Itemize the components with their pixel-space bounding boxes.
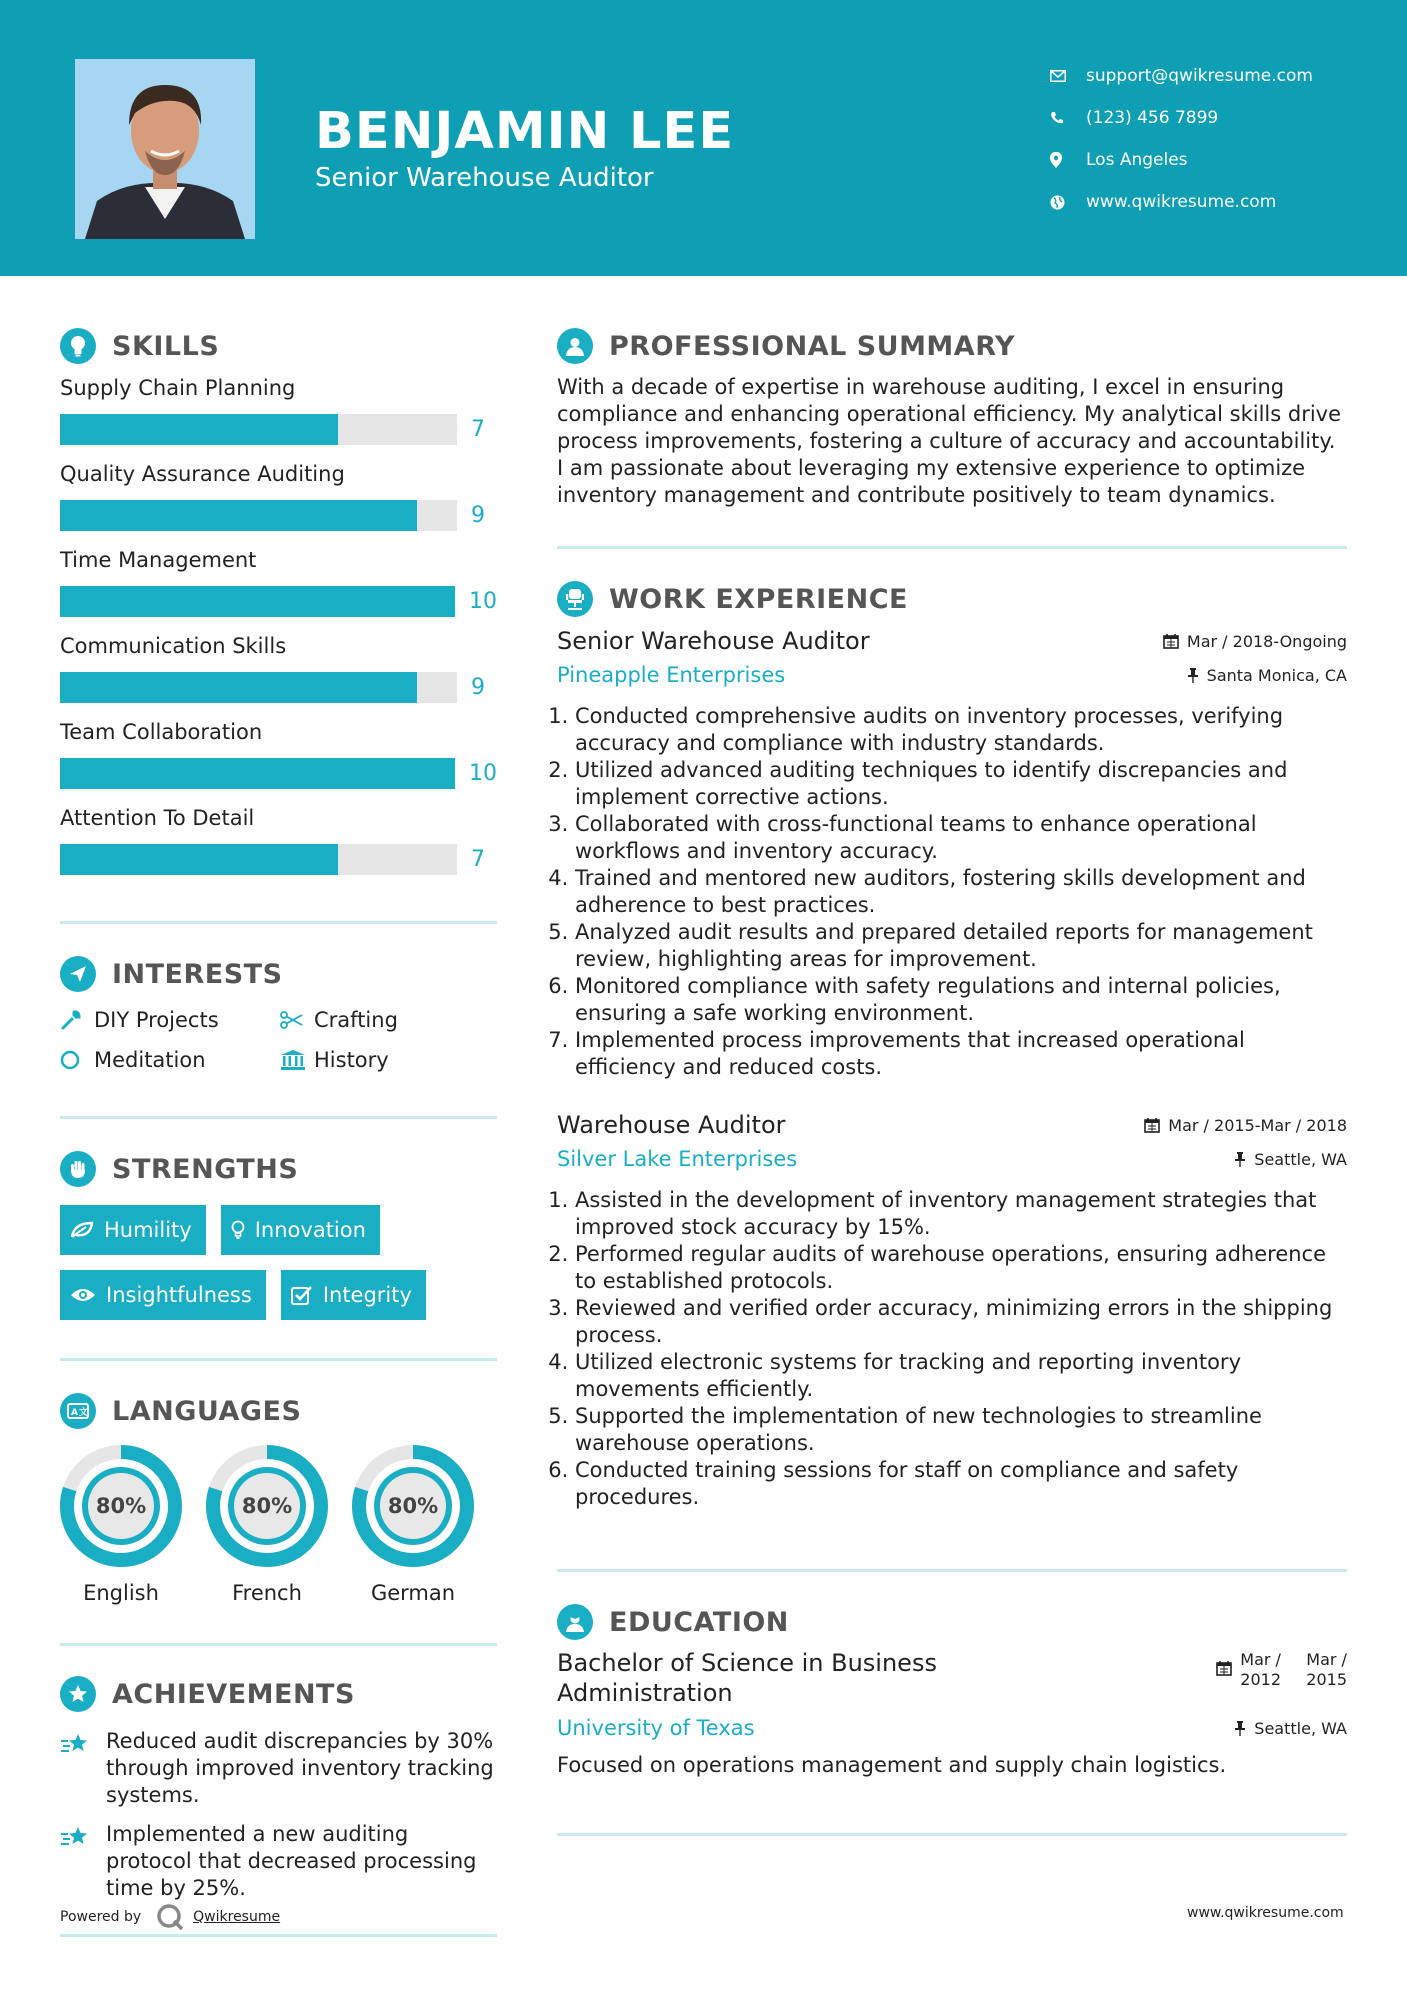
job-company: Pineapple Enterprises (557, 663, 786, 687)
person-icon (557, 328, 593, 364)
achievements-title: ACHIEVEMENTS (112, 1678, 355, 1710)
interest-label: History (314, 1048, 389, 1072)
divider (557, 546, 1347, 549)
interest-item (280, 1048, 480, 1072)
skills-heading (60, 324, 497, 368)
edu-start-month: Mar / (1240, 1650, 1281, 1669)
summary-heading (557, 324, 1347, 368)
lightbulb-icon (231, 1220, 245, 1240)
skill-item (60, 634, 497, 703)
experience-heading (557, 577, 1347, 621)
skill-bar-fill (60, 672, 417, 703)
divider (60, 921, 497, 924)
skill-label: Supply Chain Planning (60, 376, 296, 400)
contact-location-text: Los Angeles (1086, 150, 1188, 170)
left-column (60, 300, 497, 1902)
interest-item (60, 1008, 280, 1032)
language-ring (352, 1445, 474, 1567)
eye-icon (70, 1287, 96, 1303)
edu-start-year: 2012 (1240, 1670, 1281, 1689)
duty-item: 3. Reviewed and verified order accuracy, minimizing errors in the shipping process. (575, 1295, 1347, 1349)
skills-title: SKILLS (112, 330, 220, 362)
divider (557, 1833, 1347, 1836)
language-item (206, 1445, 328, 1605)
job-dates: Mar / 2015-Mar / 2018 (1168, 1115, 1347, 1135)
hand-icon (60, 1151, 96, 1187)
achievement-text: Implemented a new auditing protocol that decreased processing time by 25%. (106, 1822, 477, 1900)
skill-bar (60, 844, 457, 875)
language-percent: 80% (241, 1494, 293, 1518)
qwikresume-link[interactable]: Qwikresume (193, 1909, 281, 1925)
calendar-icon (1216, 1660, 1232, 1676)
contact-email[interactable] (1050, 55, 1390, 97)
profile-photo (75, 59, 255, 239)
duty-item: 6. Monitored compliance with safety regulations and internal policies, ensuring a safe working environment. (575, 973, 1347, 1027)
strength-label: Innovation (254, 1218, 366, 1242)
duty-item: 1. Conducted comprehensive audits on inventory processes, verifying accuracy and compliance with industry standards. (575, 703, 1347, 757)
education-entry (557, 1648, 1347, 1779)
duty-item: 4. Utilized electronic systems for tracking and reporting inventory movements efficiently. (575, 1349, 1347, 1403)
strength-tag (221, 1205, 380, 1255)
job-location: Santa Monica, CA (1206, 665, 1347, 685)
interest-label: Meditation (94, 1048, 206, 1072)
calendar-icon (1144, 1117, 1160, 1133)
language-name: English (83, 1581, 159, 1605)
header-band (0, 0, 1407, 276)
job-title: Warehouse Auditor (557, 1111, 786, 1139)
skill-bar-fill (60, 758, 455, 789)
job-duties (557, 703, 1347, 1081)
interests-heading (60, 952, 497, 996)
divider (60, 1116, 497, 1119)
circle-icon (60, 1050, 94, 1070)
duty-item: 4. Trained and mentored new auditors, fostering skills development and adherence to best practices. (575, 865, 1347, 919)
divider (60, 1358, 497, 1361)
interest-label: Crafting (314, 1008, 398, 1032)
edu-end-year: 2015 (1306, 1670, 1347, 1689)
summary-text: With a decade of expertise in warehouse auditing, I excel in ensuring compliance and enhancing operational efficiency. My analytical skills drive process improvements, fostering a culture of accuracy and accountability. I am passionate about leveraging my extensive experience to optimize inventory management and contribute positively to team dynamics. (557, 375, 1342, 507)
strength-label: Humility (104, 1218, 192, 1242)
wrench-icon (60, 1009, 94, 1031)
skill-bar-fill (60, 500, 417, 531)
interests-title: INTERESTS (112, 958, 283, 990)
achievement-text: Reduced audit discrepancies by 30% through improved inventory tracking systems. (106, 1729, 494, 1807)
language-ring (60, 1445, 182, 1567)
contact-phone-text: (123) 456 7899 (1086, 108, 1219, 128)
powered-by-label: Powered by (60, 1909, 142, 1925)
contact-website[interactable] (1050, 181, 1390, 223)
language-item (60, 1445, 182, 1605)
contact-location (1050, 139, 1390, 181)
achievement-item (60, 1821, 497, 1902)
duty-item: 1. Assisted in the development of inventory management strategies that improved stock accuracy by 15%. (575, 1187, 1347, 1241)
strength-tag (281, 1270, 426, 1320)
skills-list (60, 376, 497, 875)
summary-title: PROFESSIONAL SUMMARY (609, 330, 1016, 362)
language-item (352, 1445, 474, 1605)
achievements-heading (60, 1672, 497, 1716)
skill-value: 7 (471, 417, 485, 442)
skill-label: Attention To Detail (60, 806, 255, 830)
language-percent: 80% (387, 1494, 439, 1518)
skill-value: 10 (469, 761, 497, 786)
globe-icon (1050, 195, 1086, 210)
strengths-tags (60, 1205, 497, 1320)
job-title: Senior Warehouse Auditor (557, 627, 870, 655)
checkbox-icon (291, 1285, 313, 1305)
degree: Bachelor of Science in Business Administration (557, 1649, 937, 1707)
education-title: EDUCATION (609, 1606, 789, 1638)
qwikresume-logo-icon (155, 1902, 185, 1932)
skill-bar-fill (60, 414, 338, 445)
duty-item: 6. Conducted training sessions for staff on compliance and safety procedures. (575, 1457, 1347, 1511)
job-entry (557, 627, 1347, 1081)
graduate-icon (557, 1604, 593, 1640)
office-chair-icon (557, 581, 593, 617)
powered-by (60, 1902, 280, 1932)
duty-item: 5. Supported the implementation of new technologies to streamline warehouse operations. (575, 1403, 1347, 1457)
strengths-title: STRENGTHS (112, 1153, 299, 1185)
language-name: German (370, 1581, 456, 1605)
contact-list (1050, 55, 1390, 223)
skill-item (60, 720, 497, 789)
paper-plane-icon (60, 956, 96, 992)
divider (60, 1934, 497, 1937)
skill-label: Time Management (60, 548, 257, 572)
duty-item: 5. Analyzed audit results and prepared detailed reports for management review, highlighting areas for improvement. (575, 919, 1347, 973)
strength-tag (60, 1270, 266, 1320)
skill-item (60, 376, 497, 445)
phone-icon (1050, 111, 1086, 125)
school: University of Texas (557, 1716, 755, 1740)
skill-bar (60, 500, 457, 531)
skill-value: 9 (471, 675, 485, 700)
calendar-icon (1163, 633, 1179, 649)
divider (60, 1643, 497, 1646)
skill-label: Quality Assurance Auditing (60, 462, 345, 486)
achievement-item (60, 1728, 497, 1809)
interest-label: DIY Projects (94, 1008, 219, 1032)
skill-label: Communication Skills (60, 634, 287, 658)
contact-email-text: support@qwikresume.com (1086, 66, 1313, 86)
skill-bar (60, 758, 455, 789)
contact-phone[interactable] (1050, 97, 1390, 139)
skill-item (60, 806, 497, 875)
job-location: Seattle, WA (1254, 1149, 1347, 1169)
strength-tag (60, 1205, 206, 1255)
right-column (557, 300, 1347, 1836)
language-name: French (232, 1581, 302, 1605)
experience-title: WORK EXPERIENCE (609, 583, 908, 615)
pushpin-icon (1234, 1151, 1246, 1167)
skill-item (60, 548, 497, 617)
duty-item: 7. Implemented process improvements that increased operational efficiency and reduced costs. (575, 1027, 1347, 1081)
shooting-star-icon (60, 1821, 106, 1902)
interest-item (280, 1008, 480, 1032)
skill-bar-fill (60, 586, 455, 617)
skill-label: Team Collaboration (60, 720, 263, 744)
achievements-list (60, 1728, 497, 1902)
job-company: Silver Lake Enterprises (557, 1147, 798, 1171)
envelope-icon (1050, 70, 1086, 82)
language-card-icon (60, 1393, 96, 1429)
languages-heading (60, 1389, 497, 1433)
svg-text:A: A (71, 1408, 78, 1418)
museum-icon (280, 1049, 314, 1071)
languages-title: LANGUAGES (112, 1395, 302, 1427)
interests-list (60, 1008, 497, 1072)
footer-url[interactable]: www.qwikresume.com (1187, 1905, 1344, 1921)
language-ring (206, 1445, 328, 1567)
strengths-heading (60, 1147, 497, 1191)
divider (557, 1569, 1347, 1572)
svg-text:文: 文 (79, 1408, 89, 1418)
education-heading (557, 1600, 1347, 1644)
skill-bar (60, 586, 455, 617)
candidate-name: BENJAMIN LEE (315, 102, 735, 161)
skill-value: 7 (471, 847, 485, 872)
skill-value: 9 (471, 503, 485, 528)
pushpin-icon (1187, 667, 1199, 683)
contact-website-text: www.qwikresume.com (1086, 192, 1277, 212)
strength-label: Insightfulness (106, 1283, 252, 1307)
interest-item (60, 1048, 280, 1072)
skill-value: 10 (469, 589, 497, 614)
strength-label: Integrity (322, 1283, 412, 1307)
scissors-icon (280, 1011, 314, 1029)
edu-end-month: Mar / (1306, 1650, 1347, 1669)
duty-item: 3. Collaborated with cross-functional teams to enhance operational workflows and inventory accuracy. (575, 811, 1347, 865)
map-pin-icon (1050, 152, 1086, 168)
shooting-star-icon (60, 1728, 106, 1809)
star-badge-icon (60, 1676, 96, 1712)
language-percent: 80% (95, 1494, 147, 1518)
leaf-icon (70, 1221, 94, 1239)
skill-bar (60, 414, 457, 445)
lightbulb-icon (60, 328, 96, 364)
job-entry (557, 1111, 1347, 1511)
school-location: Seattle, WA (1254, 1718, 1347, 1738)
skill-item (60, 462, 497, 531)
education-description: Focused on operations management and supply chain logistics. (557, 1753, 1227, 1777)
skill-bar (60, 672, 457, 703)
job-duties (557, 1187, 1347, 1511)
job-dates: Mar / 2018-Ongoing (1186, 631, 1347, 651)
candidate-title: Senior Warehouse Auditor (315, 163, 654, 193)
duty-item: 2. Performed regular audits of warehouse operations, ensuring adherence to established protocols. (575, 1241, 1347, 1295)
languages-list (60, 1445, 497, 1605)
pushpin-icon (1234, 1720, 1246, 1736)
skill-bar-fill (60, 844, 338, 875)
duty-item: 2. Utilized advanced auditing techniques to identify discrepancies and implement corrective actions. (575, 757, 1347, 811)
